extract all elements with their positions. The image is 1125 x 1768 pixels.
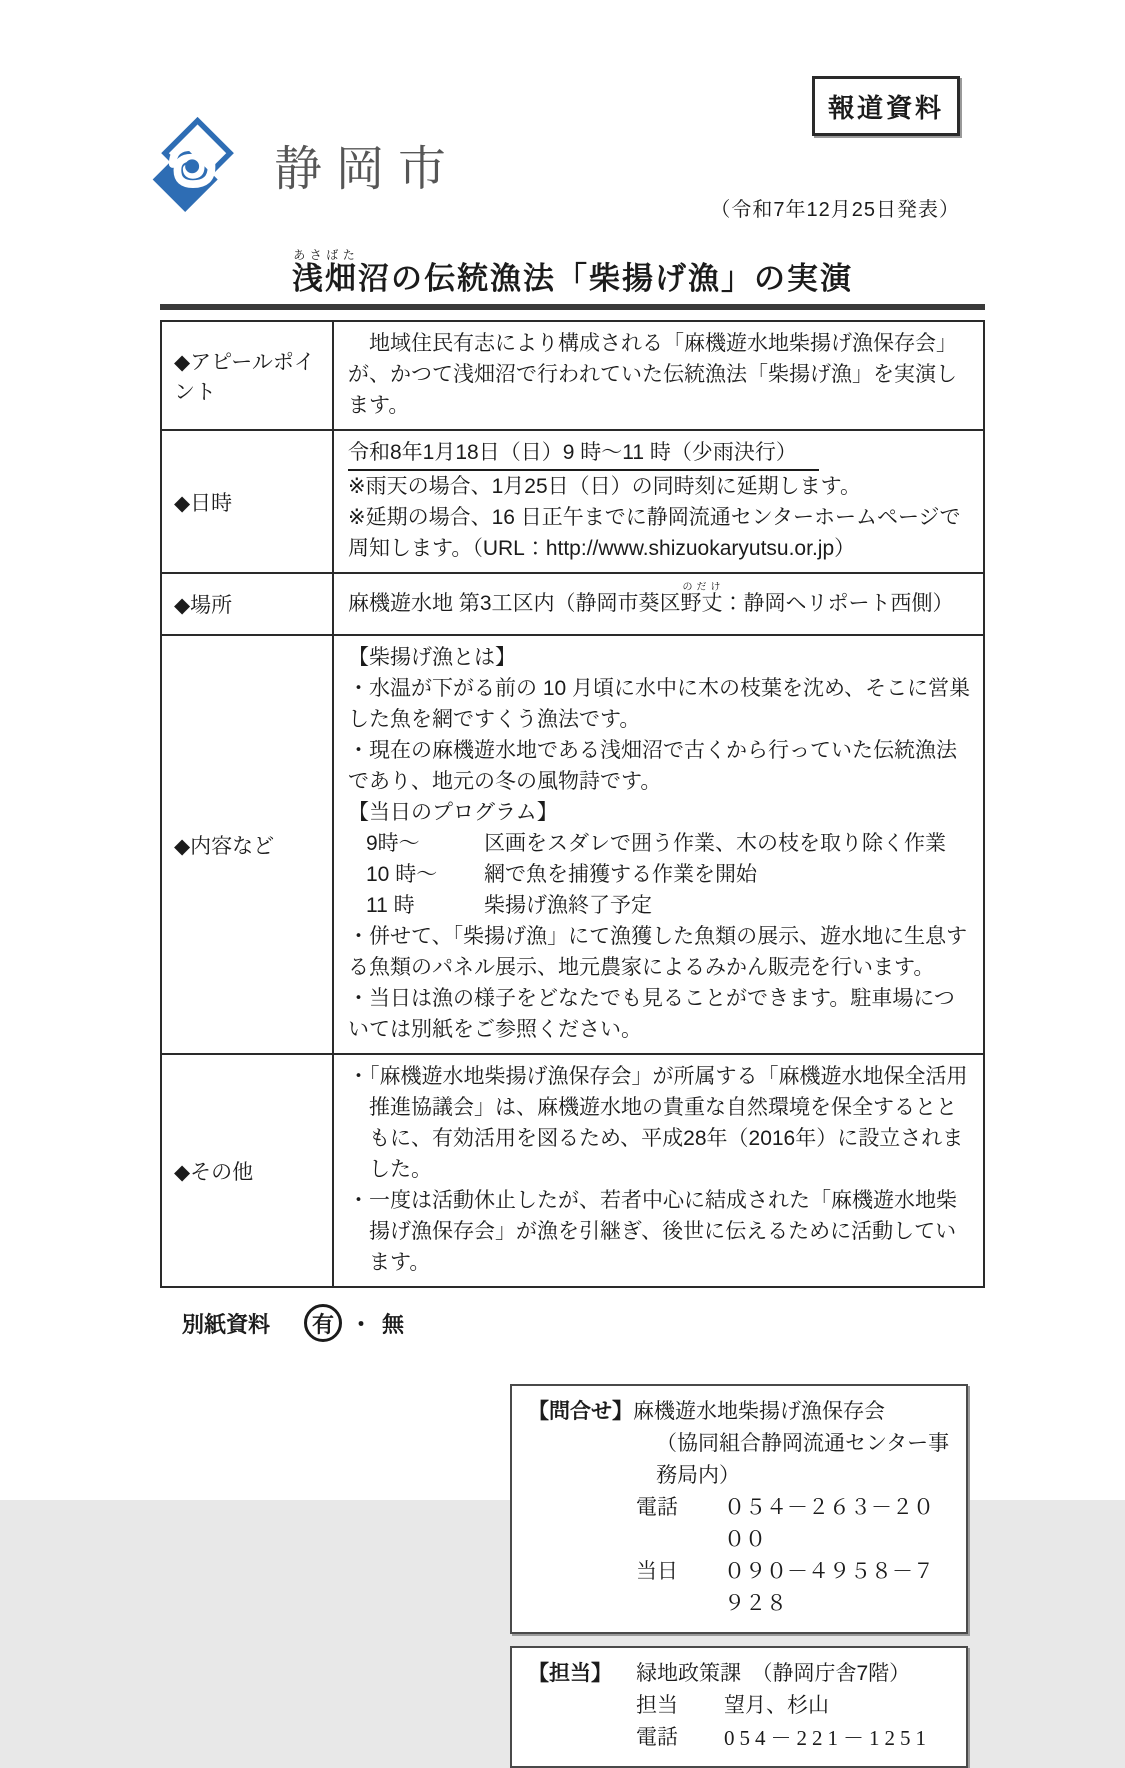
program-desc: 柴揚げ漁終了予定 bbox=[484, 894, 652, 917]
table-row-other bbox=[161, 1054, 984, 1287]
title-block bbox=[160, 248, 985, 310]
inquiry-tel-number: ０５４－２６３－２０００ bbox=[724, 1496, 934, 1551]
title-underline-rule bbox=[160, 304, 985, 310]
staff-tel-line bbox=[528, 1722, 952, 1754]
program-desc: 区画をスダレで囲う作業、木の枝を取り除く作業 bbox=[484, 832, 946, 855]
inquiry-tel-line bbox=[528, 1492, 952, 1556]
title-furigana: あさばた bbox=[292, 248, 358, 262]
program-item bbox=[348, 890, 973, 921]
event-datetime: 令和8年1月18日（日）9 時～11 時（少雨決行） bbox=[348, 437, 819, 471]
contents-bullet: ・現在の麻機遊水地である浅畑沼で古くから行っていた伝統漁法であり、地元の冬の風物詩です。 bbox=[348, 739, 957, 793]
staff-heading-line bbox=[528, 1658, 952, 1690]
inquiry-day-label: 当日 bbox=[636, 1560, 678, 1583]
table-row-appeal bbox=[161, 321, 984, 430]
press-material-badge bbox=[812, 76, 960, 136]
staff-names-line bbox=[528, 1690, 952, 1722]
shizuoka-city-logo-icon bbox=[148, 116, 244, 212]
inquiry-contact-box bbox=[510, 1384, 968, 1634]
row-content-datetime bbox=[333, 430, 984, 573]
attachment-yes-label: 有 bbox=[312, 1311, 335, 1337]
inquiry-heading-line bbox=[528, 1396, 952, 1428]
program-item bbox=[348, 859, 973, 890]
row-label-place: ◆場所 bbox=[161, 573, 333, 635]
place-part1: 麻機遊水地 第3工区内（静岡市葵区 bbox=[348, 591, 681, 615]
contents-bullet: ・水温が下がる前の 10 月頃に水中に木の枝葉を沈め、そこに営巣した魚を網ですくう漁法です。 bbox=[348, 677, 971, 731]
staff-heading: 【担当】 bbox=[528, 1662, 612, 1685]
attachment-indicator bbox=[182, 1304, 985, 1342]
document-body bbox=[160, 248, 985, 1768]
release-date: （令和7年12月25日発表） bbox=[710, 199, 960, 221]
attachment-label: 別紙資料 bbox=[182, 1311, 271, 1337]
city-name: 静岡市 bbox=[274, 142, 461, 196]
page-title bbox=[292, 248, 853, 298]
inquiry-heading: 【問合せ】 bbox=[528, 1400, 633, 1423]
row-content-contents bbox=[333, 635, 984, 1054]
program-time: 10 時～ bbox=[366, 863, 438, 886]
inquiry-day-line bbox=[528, 1556, 952, 1620]
attachment-yes-circled bbox=[304, 1304, 342, 1342]
row-content-place bbox=[333, 573, 984, 635]
attachment-separator: ・ bbox=[350, 1311, 373, 1337]
row-content-appeal bbox=[333, 321, 984, 430]
row-label-datetime: ◆日時 bbox=[161, 430, 333, 573]
city-logo bbox=[148, 116, 460, 212]
other-bullet: ・「麻機遊水地柴揚げ漁保存会」が所属する「麻機遊水地保全活用推進協議会」は、麻機遊水地の貴重な自然環境を保全するとともに、有効活用を図るため、平成28年（2016年）に設立されました。 bbox=[348, 1065, 968, 1181]
row-label-appeal: ◆アピールポイント bbox=[161, 321, 333, 430]
inquiry-org: 麻機遊水地柴揚げ漁保存会 bbox=[633, 1400, 885, 1423]
staff-contact-box bbox=[510, 1646, 968, 1768]
place-part2: ：静岡ヘリポート西側） bbox=[722, 591, 954, 615]
inquiry-org-sub: （協同組合静岡流通センター事務局内） bbox=[656, 1432, 950, 1487]
inquiry-tel-label: 電話 bbox=[636, 1496, 678, 1519]
staff-department: 緑地政策課 （静岡庁舎7階） bbox=[636, 1662, 911, 1685]
program-time: 9時～ bbox=[366, 832, 420, 855]
staff-names: 望月、杉山 bbox=[724, 1694, 829, 1717]
staff-tel-number: 054－221－1251 bbox=[724, 1726, 931, 1750]
inquiry-day-number: ０９０－４９５８－７９２８ bbox=[724, 1560, 934, 1615]
table-row-contents bbox=[161, 635, 984, 1054]
staff-tel-label: 電話 bbox=[636, 1726, 678, 1749]
contents-heading-what: 【柴揚げ漁とは】 bbox=[348, 646, 516, 669]
info-table bbox=[160, 320, 985, 1288]
row-label-contents: ◆内容など bbox=[161, 635, 333, 1054]
program-time: 11 時 bbox=[366, 894, 415, 917]
row-content-other bbox=[333, 1054, 984, 1287]
rain-note: ※雨天の場合、1月25日（日）の同時刻に延期します。 bbox=[348, 475, 861, 498]
place-ruby-base: 野丈 bbox=[680, 591, 723, 615]
contents-bullet: ・当日は漁の様子をどなたでも見ることができます。駐車場については別紙をご参照ください。 bbox=[348, 987, 955, 1041]
place-furigana: のだけ bbox=[680, 581, 723, 593]
staff-names-label: 担当 bbox=[636, 1694, 678, 1717]
other-bullet: ・一度は活動休止したが、若者中心に結成された「麻機遊水地柴揚げ漁保存会」が漁を引継ぎ、後世に伝えるために活動しています。 bbox=[348, 1189, 957, 1274]
attachment-no-label: 無 bbox=[382, 1311, 405, 1337]
title-rest: 沼の伝統漁法「柴揚げ漁」の実演 bbox=[358, 261, 853, 296]
row-label-other: ◆その他 bbox=[161, 1054, 333, 1287]
contents-heading-program: 【当日のプログラム】 bbox=[348, 801, 558, 824]
table-row-datetime bbox=[161, 430, 984, 573]
title-ruby-base: 浅畑 bbox=[292, 261, 358, 296]
postpone-note: ※延期の場合、16 日正午までに静岡流通センターホームページで周知します。（URL：http://www.shizuokaryutsu.or.jp） bbox=[348, 506, 961, 560]
table-row-place bbox=[161, 573, 984, 635]
contents-bullet: ・併せて、「柴揚げ漁」にて漁獲した魚類の展示、遊水地に生息する魚類のパネル展示、地元農家によるみかん販売を行います。 bbox=[348, 925, 968, 979]
appeal-text: 地域住民有志により構成される「麻機遊水地柴揚げ漁保存会」が、かつて浅畑沼で行われていた伝統漁法「柴揚げ漁」を実演します。 bbox=[348, 332, 957, 417]
press-material-label: 報道資料 bbox=[827, 92, 944, 123]
program-desc: 網で魚を捕獲する作業を開始 bbox=[484, 863, 757, 886]
program-item bbox=[348, 828, 973, 859]
